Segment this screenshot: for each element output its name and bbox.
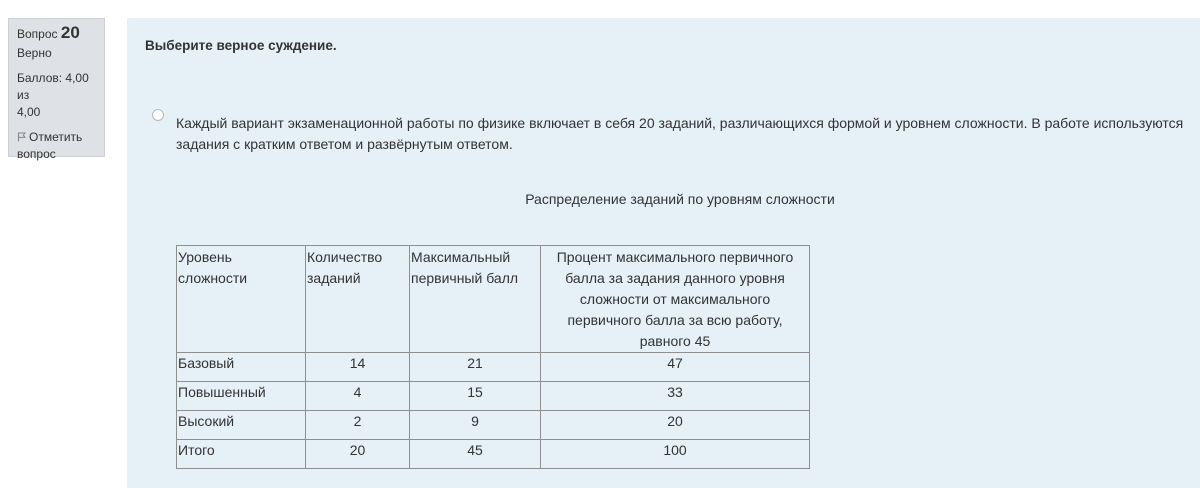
table-row: [177, 411, 810, 440]
table-cell: 33: [541, 382, 810, 411]
table-cell: Повышенный: [177, 382, 306, 411]
flag-icon: [17, 132, 27, 142]
table-row: [177, 382, 810, 411]
table-cell: 100: [541, 440, 810, 469]
answer-radio[interactable]: [152, 109, 164, 121]
table-row: [177, 440, 810, 469]
table-cell: 4: [306, 382, 410, 411]
difficulty-distribution-table: [176, 245, 810, 469]
question-info-panel: [8, 18, 105, 161]
table-header-row: [177, 246, 810, 353]
question-content: [127, 18, 1200, 488]
question-number-line: [17, 25, 97, 42]
grade-line-2: 4,00: [17, 105, 41, 119]
table-cell: 15: [410, 382, 541, 411]
table-row: [177, 353, 810, 382]
table-header-cell: Процент максимального первичного балла за задания данного уровня сложности от максимального первичного балла за всю работу, равного 45: [541, 246, 810, 353]
question-grade: [17, 70, 97, 121]
table-cell: Высокий: [177, 411, 306, 440]
question-label: Вопрос: [17, 27, 58, 41]
question-number: 20: [60, 23, 80, 42]
table-header-cell: Количество заданий: [306, 246, 410, 353]
table-cell: 9: [410, 411, 541, 440]
question-text: Выберите верное суждение.: [145, 38, 337, 53]
flag-label-2: вопрос: [17, 147, 56, 161]
table-cell: 45: [410, 440, 541, 469]
flag-question-link[interactable]: [17, 129, 97, 163]
table-cell: 14: [306, 353, 410, 382]
table-header-cell: Уровень сложности: [177, 246, 306, 353]
table-cell: Итого: [177, 440, 306, 469]
flag-label-1: Отметить: [29, 130, 83, 144]
table-caption: Распределение заданий по уровням сложности: [525, 191, 835, 207]
table-cell: Базовый: [177, 353, 306, 382]
question-state: Верно: [17, 46, 52, 60]
table-cell: 47: [541, 353, 810, 382]
grade-line-1: Баллов: 4,00 из: [17, 71, 89, 102]
table-header-cell: Максимальный первичный балл: [410, 246, 541, 353]
answer-option-text[interactable]: Каждый вариант экзаменационной работы по физике включает в себя 20 заданий, различающихся формой и уровнем сложности. В работе используются задания с кратким ответом и развёрнутым ответом.: [176, 115, 1184, 152]
table-cell: 20: [306, 440, 410, 469]
table-cell: 21: [410, 353, 541, 382]
table-cell: 20: [541, 411, 810, 440]
table-cell: 2: [306, 411, 410, 440]
